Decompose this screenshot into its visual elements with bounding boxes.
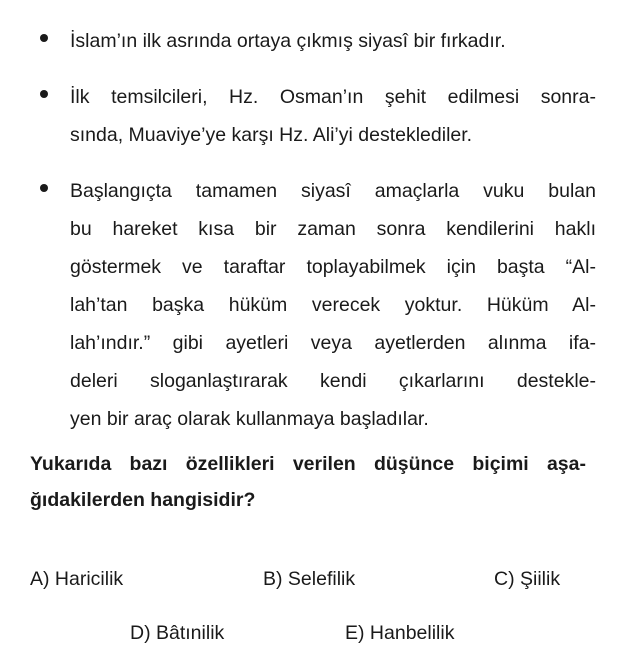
- feature-item-3: [40, 172, 596, 438]
- option-c[interactable]: C) Şiilik: [494, 568, 561, 590]
- bullet-icon: [40, 34, 48, 42]
- option-a[interactable]: A) Haricilik: [30, 568, 124, 590]
- feature-3-line-7: yen bir araç olarak kullanmaya başladılar.: [70, 408, 429, 430]
- question-stem: [30, 446, 586, 518]
- feature-3-line-5: lah’ındır.” gibi ayetleri veya ayetlerden alınma ifa-: [70, 332, 596, 354]
- feature-list: [40, 22, 596, 456]
- question-line-2: ğıdakilerden hangisidir?: [30, 489, 256, 511]
- bullet-icon: [40, 184, 48, 192]
- feature-item-1: [40, 22, 596, 60]
- feature-3-line-4: lah’tan başka hüküm verecek yoktur. Hüküm Al-: [70, 294, 596, 316]
- question-line-1: Yukarıda bazı özellikleri verilen düşünce biçimi aşa-: [30, 453, 586, 475]
- bullet-icon: [40, 90, 48, 98]
- feature-3-line-2: bu hareket kısa bir zaman sonra kendilerini haklı: [70, 218, 596, 240]
- option-e[interactable]: E) Hanbelilik: [345, 622, 455, 644]
- feature-3-line-3: göstermek ve taraftar toplayabilmek için başta “Al-: [70, 256, 596, 278]
- feature-1-line-1: İslam’ın ilk asrında ortaya çıkmış siyasî bir fırkadır.: [70, 30, 506, 52]
- option-b[interactable]: B) Selefilik: [263, 568, 356, 590]
- feature-3-line-1: Başlangıçta tamamen siyasî amaçlarla vuku bulan: [70, 180, 596, 202]
- feature-item-2: [40, 78, 596, 154]
- option-d[interactable]: D) Bâtınilik: [130, 622, 225, 644]
- feature-3-line-6: deleri sloganlaştırarak kendi çıkarlarını destekle-: [70, 370, 596, 392]
- feature-2-line-2: sında, Muaviye’ye karşı Hz. Ali’yi desteklediler.: [70, 124, 473, 146]
- feature-2-line-1: İlk temsilcileri, Hz. Osman’ın şehit edilmesi sonra-: [70, 86, 596, 108]
